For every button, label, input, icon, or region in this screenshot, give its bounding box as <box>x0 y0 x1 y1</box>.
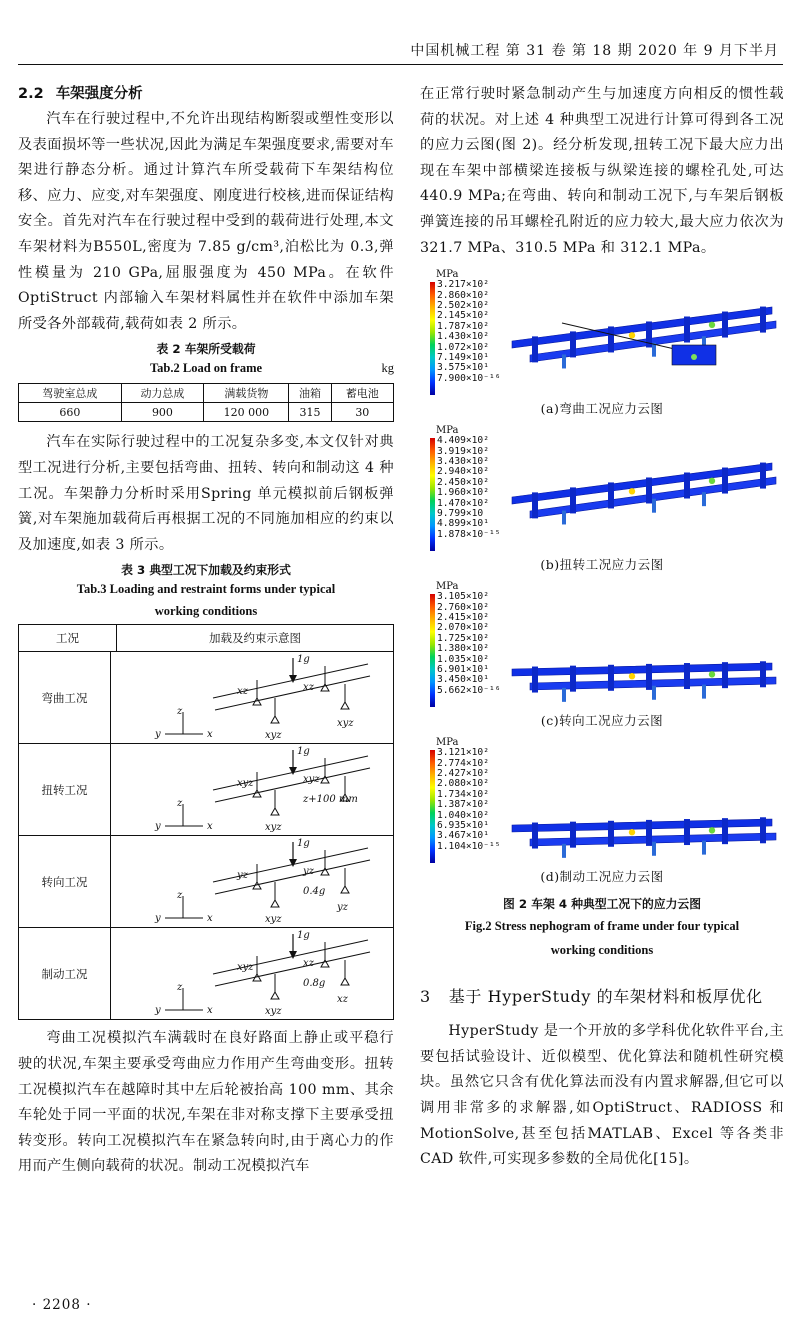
table2-caption-cn: 表 2 车架所受载荷 <box>156 342 256 357</box>
table3-caption-cn: 表 3 典型工况下加载及约束形式 <box>121 563 291 578</box>
cross-member <box>684 663 690 689</box>
spring-hanger <box>652 499 656 513</box>
arrow-head-icon <box>289 675 297 683</box>
condition-name: 弯曲工况 <box>19 652 111 743</box>
cross-member <box>722 312 728 338</box>
axis-label: z <box>177 981 183 993</box>
legend-value: 1.878×10⁻¹⁵ <box>437 528 501 540</box>
constraint-label: xyz <box>337 717 354 729</box>
section-title: 基于 HyperStudy 的车架材料和板厚优化 <box>448 987 763 1007</box>
stress-panel <box>420 737 784 865</box>
axis-label: x <box>207 912 213 924</box>
condition-name: 转向工况 <box>19 836 111 927</box>
legend-value: 1.734×10² <box>437 788 489 800</box>
legend-values <box>437 436 501 540</box>
constraint-label: xz <box>303 957 314 969</box>
load-diagram-torsion <box>153 746 393 834</box>
legend-value: 3.105×10² <box>437 591 489 603</box>
constraint-label: xyz <box>303 773 320 785</box>
figure2 <box>420 269 784 962</box>
table-cell: 120 000 <box>204 403 289 422</box>
legend-unit: MPa <box>436 425 459 437</box>
right-column <box>420 82 784 1173</box>
legend-value: 1.787×10² <box>437 320 489 332</box>
figure2-caption-en-1: Fig.2 Stress nephogram of frame under four typical <box>464 919 740 934</box>
figure2-caption-en-2: working conditions <box>550 943 654 958</box>
table-cell: 660 <box>19 403 122 422</box>
frame-model <box>512 463 776 525</box>
cross-member <box>570 666 576 692</box>
left-column <box>18 82 394 1180</box>
legend-value: 2.415×10² <box>437 611 489 623</box>
legend-unit: MPa <box>436 269 459 281</box>
table3-caption-en-1: Tab.3 Loading and restraint forms under typical <box>76 582 336 597</box>
frame-model <box>512 661 776 702</box>
cross-member <box>570 822 576 848</box>
constraint-label: xyz <box>265 821 282 833</box>
legend-value: 2.860×10² <box>437 289 489 301</box>
constraint-label: xz <box>337 993 348 1005</box>
frame-stress-render <box>502 435 782 547</box>
cross-member <box>722 818 728 844</box>
cross-member <box>532 667 538 693</box>
legend-value: 2.070×10² <box>437 622 489 634</box>
stress-hotspot <box>629 673 635 679</box>
stress-panel <box>420 581 784 709</box>
load-diagram-steering <box>153 838 393 926</box>
legend-value: 7.900×10⁻¹⁶ <box>437 372 501 384</box>
legend-value: 1.470×10² <box>437 497 489 509</box>
legend-value: 1.040×10² <box>437 809 489 821</box>
stress-hotspot <box>709 322 715 328</box>
section-number: 3 <box>420 987 431 1007</box>
legend-value: 5.662×10⁻¹⁶ <box>437 684 501 696</box>
legend-value: 2.760×10² <box>437 601 489 613</box>
paragraph-condition-description: 弯曲工况模拟汽车满载时在良好路面上静止或平稳行驶的状况,车架主要承受弯曲应力作用产生弯曲变形。扭转工况模拟汽车在越障时其中左后轮被抬高 100 mm、其余车轮处于同一平面的状况,车架在非对称支撑下主要承受扭转变形。转向工况模拟汽车在紧急转向时,由于离心力的作用而产生侧向载荷的状况。制动工况模拟汽车 <box>18 1030 394 1175</box>
paragraph-strength-analysis: 汽车在行驶过程中,不允许出现结构断裂或塑性变形以及表面损坏等一些状况,因此为满足车架强度要求,需要对车架进行静态分析。通过计算汽车所受载荷下车架结构位移、应力、应变,对车架强度、刚度进行校核,进而保证结构安全。首先对汽车在行驶过程中受到的载荷进行处理,本文车架材料为B550L,密度为 7.85 g/cm³,泊松比为 0.3,弹性模量为 210 GPa,屈服强度为 450 MPa。在软件 OptiStruct 内部输入车架材料属性并在软件中添加车架所受各外部载荷,载荷如表 2 所示。 <box>18 111 394 332</box>
panel-caption: (c)转向工况应力云图 <box>540 713 664 729</box>
table-cell: 900 <box>121 403 204 422</box>
legend-value: 2.080×10² <box>437 778 489 790</box>
legend-value: 2.502×10² <box>437 299 489 311</box>
axis-label: x <box>207 1004 213 1016</box>
colorbar <box>430 282 435 395</box>
cross-member <box>608 821 614 847</box>
support-icon <box>271 808 279 815</box>
table3-row <box>19 651 393 743</box>
constraint-label: yz <box>237 869 248 881</box>
legend-value: 1.387×10² <box>437 799 489 811</box>
constraint-label: xyz <box>265 913 282 925</box>
stress-panel <box>420 425 784 553</box>
frame-rail-left <box>512 663 772 676</box>
stress-hotspot <box>629 332 635 338</box>
constraint-label: xyz <box>237 777 254 789</box>
cross-member <box>684 819 690 845</box>
table3-header-row <box>19 625 393 651</box>
cross-member <box>532 493 538 519</box>
load-extra-label: 0.8g <box>303 977 326 989</box>
legend-value: 1.960×10² <box>437 487 489 499</box>
legend-value: 3.919×10² <box>437 445 489 457</box>
constraint-label: xyz <box>237 961 254 973</box>
legend-values <box>437 280 501 384</box>
support-icon <box>271 992 279 999</box>
support-icon <box>341 978 349 985</box>
legend-value: 3.575×10¹ <box>437 362 489 374</box>
table3-col-diagram: 加载及约束示意图 <box>209 631 301 646</box>
legend-value: 2.427×10² <box>437 767 489 779</box>
arrow-head-icon <box>289 767 297 775</box>
table3-col-condition: 工况 <box>19 625 117 651</box>
legend-value: 2.145×10² <box>437 310 489 322</box>
table3 <box>18 624 394 1020</box>
constraint-label: xz <box>303 681 314 693</box>
panel-caption: (a)弯曲工况应力云图 <box>540 401 664 417</box>
load-diagram-bending <box>153 654 393 742</box>
paragraph-stress-results: 在正常行驶时紧急制动产生与加速度方向相反的惯性载荷的状况。对上述 4 种典型工况进行计算可得到各工况的应力云图(图 2)。经分析发现,扭转工况下最大应力出现在车架中部横梁连接板与纵梁连接的螺栓孔处,可达 440.9 MPa;在弯曲、转向和制动工况下,与车架后钢板弹簧连接的吊耳螺栓孔附近的应力较大,最大应力依次为321.7 MPa、310.5 MPa 和 312.1 MPa。 <box>420 86 784 256</box>
table3-row <box>19 835 393 927</box>
frame-stress-render <box>502 591 782 703</box>
cross-member <box>760 661 766 687</box>
legend-value: 1.430×10² <box>437 331 489 343</box>
load-diagram-braking <box>153 930 393 1018</box>
table-cell: 315 <box>289 403 331 422</box>
axis-label: y <box>155 1004 161 1016</box>
page-number: · 2208 · <box>32 1297 92 1313</box>
section-2-2-heading <box>18 82 394 103</box>
frame-stress-render <box>502 279 782 391</box>
figure2-caption-cn: 图 2 车架 4 种典型工况下的应力云图 <box>502 897 701 912</box>
legend-values <box>437 592 501 696</box>
paragraph-hyperstudy: HyperStudy 是一个开放的多学科优化软件平台,主要包括试验设计、近似模型、优化算法和随机性研究模块。虽然它只含有优化算法而没有内置求解器,但它可以调用非常多的求解器,如OptiStruct、RADIOSS 和 MotionSolve,甚至包括MATLAB、Excel 等各类非 CAD 软件,可实现多参数的全局优化[15]。 <box>420 1023 784 1168</box>
legend-value: 6.935×10¹ <box>437 820 489 831</box>
support-icon <box>271 716 279 723</box>
load-extra-label: 0.4g <box>303 885 326 897</box>
table3-row <box>19 743 393 835</box>
axis-label: x <box>207 728 213 740</box>
legend-value: 3.450×10¹ <box>437 674 489 686</box>
frame-rail-left <box>512 819 772 832</box>
cross-member <box>722 662 728 688</box>
table-header-cell: 蓄电池 <box>331 384 393 403</box>
support-icon <box>271 900 279 907</box>
cross-member <box>608 327 614 353</box>
panel-caption: (b)扭转工况应力云图 <box>540 557 664 573</box>
load-label: 1g <box>297 653 310 665</box>
cross-member <box>760 307 766 333</box>
stress-hotspot <box>709 671 715 677</box>
stress-hotspot <box>691 354 697 360</box>
section-3-heading <box>420 984 784 1007</box>
condition-name: 扭转工况 <box>19 744 111 835</box>
stress-hotspot <box>629 488 635 494</box>
cross-member <box>570 488 576 514</box>
cross-member <box>646 664 652 690</box>
stress-panel <box>420 269 784 397</box>
constraint-label: xz <box>237 685 248 697</box>
legend-value: 2.940×10² <box>437 466 489 478</box>
spring-hanger <box>702 841 706 855</box>
legend-value: 3.121×10² <box>437 747 489 759</box>
axis-label: z <box>177 797 183 809</box>
load-label: 1g <box>297 745 310 757</box>
legend-value: 4.409×10² <box>437 435 489 447</box>
colorbar <box>430 438 435 551</box>
spring-hanger <box>562 844 566 858</box>
cross-member <box>684 473 690 499</box>
table3-caption-en-2: working conditions <box>154 604 258 619</box>
table-header-cell: 满载货物 <box>204 384 289 403</box>
legend-value: 3.467×10¹ <box>437 830 489 842</box>
legend-value: 1.380×10² <box>437 643 489 655</box>
cross-member <box>760 817 766 843</box>
spring-hanger <box>652 686 656 700</box>
cross-member <box>570 332 576 358</box>
cross-member <box>646 478 652 504</box>
frame-model <box>512 817 776 858</box>
support-icon <box>341 886 349 893</box>
legend-value: 1.104×10⁻¹⁵ <box>437 840 501 852</box>
legend-value: 7.149×10¹ <box>437 352 489 363</box>
section-number: 2.2 <box>18 86 44 102</box>
cross-member <box>646 820 652 846</box>
spring-hanger <box>562 688 566 702</box>
frame-stress-render <box>502 747 782 859</box>
table2-value-row <box>19 403 394 422</box>
arrow-head-icon <box>289 859 297 867</box>
spring-hanger <box>702 685 706 699</box>
constraint-label: yz <box>303 865 314 877</box>
legend-value: 1.072×10² <box>437 341 489 353</box>
axis-label: y <box>155 820 161 832</box>
table2 <box>18 383 394 422</box>
axis-label: y <box>155 912 161 924</box>
legend-values <box>437 748 501 852</box>
arrow-head-icon <box>289 951 297 959</box>
table-header-cell: 驾驶室总成 <box>19 384 122 403</box>
table-cell: 30 <box>331 403 393 422</box>
load-label: 1g <box>297 837 310 849</box>
paragraph-working-conditions: 汽车在实际行驶过程中的工况复杂多变,本文仅针对典型工况进行分析,主要包括弯曲、扭转、转向和制动这 4 种工况。车架静力分析时采用Spring 单元模拟前后钢板弹簧,对车架施加载荷后再根据工况的不同施加相应的约束以及加速度,如表 3 所示。 <box>18 434 394 553</box>
legend-value: 1.725×10² <box>437 632 489 644</box>
frame-model <box>512 307 776 369</box>
legend-value: 1.035×10² <box>437 653 489 665</box>
load-extra-label: z+100 mm <box>303 793 358 805</box>
table3-row <box>19 927 393 1019</box>
support-icon <box>341 702 349 709</box>
table2-unit: kg <box>381 361 394 376</box>
cross-member <box>532 823 538 849</box>
table2-caption-en-text: Tab.2 Load on frame <box>149 361 263 376</box>
table2-header-row <box>19 384 394 403</box>
spring-hanger <box>562 355 566 369</box>
legend-value: 2.774×10² <box>437 757 489 769</box>
cross-member <box>532 337 538 363</box>
table-header-cell: 油箱 <box>289 384 331 403</box>
legend-value: 3.430×10² <box>437 455 489 467</box>
stress-hotspot <box>709 478 715 484</box>
legend-unit: MPa <box>436 737 459 749</box>
colorbar <box>430 594 435 707</box>
table-header-cell: 动力总成 <box>121 384 204 403</box>
spring-hanger <box>702 492 706 506</box>
axis-label: z <box>177 705 183 717</box>
cross-member <box>760 463 766 489</box>
legend-value: 4.899×10¹ <box>437 518 489 530</box>
cross-member <box>608 483 614 509</box>
section-title: 车架强度分析 <box>55 86 143 102</box>
constraint-label: xyz <box>265 729 282 741</box>
legend-value: 3.217×10² <box>437 279 489 291</box>
cross-member <box>608 665 614 691</box>
load-label: 1g <box>297 929 310 941</box>
spring-hanger <box>652 842 656 856</box>
axis-label: z <box>177 889 183 901</box>
axis-label: y <box>155 728 161 740</box>
constraint-label: yz <box>337 901 348 913</box>
condition-name: 制动工况 <box>19 928 111 1019</box>
legend-unit: MPa <box>436 581 459 593</box>
constraint-label: xyz <box>265 1005 282 1017</box>
panel-caption: (d)制动工况应力云图 <box>540 869 664 885</box>
legend-value: 2.450×10² <box>437 476 489 488</box>
axis-label: x <box>207 820 213 832</box>
spring-hanger <box>562 511 566 525</box>
stress-hotspot <box>709 827 715 833</box>
legend-value: 9.799×10 <box>437 508 484 519</box>
colorbar <box>430 750 435 863</box>
header-rule <box>18 64 783 65</box>
cross-member <box>684 317 690 343</box>
legend-value: 6.901×10¹ <box>437 664 489 675</box>
stress-hotspot <box>629 829 635 835</box>
table2-caption-en <box>18 357 394 379</box>
running-head: 中国机械工程 第 31 卷 第 18 期 2020 年 9 月下半月 <box>410 43 779 59</box>
cross-member <box>722 468 728 494</box>
